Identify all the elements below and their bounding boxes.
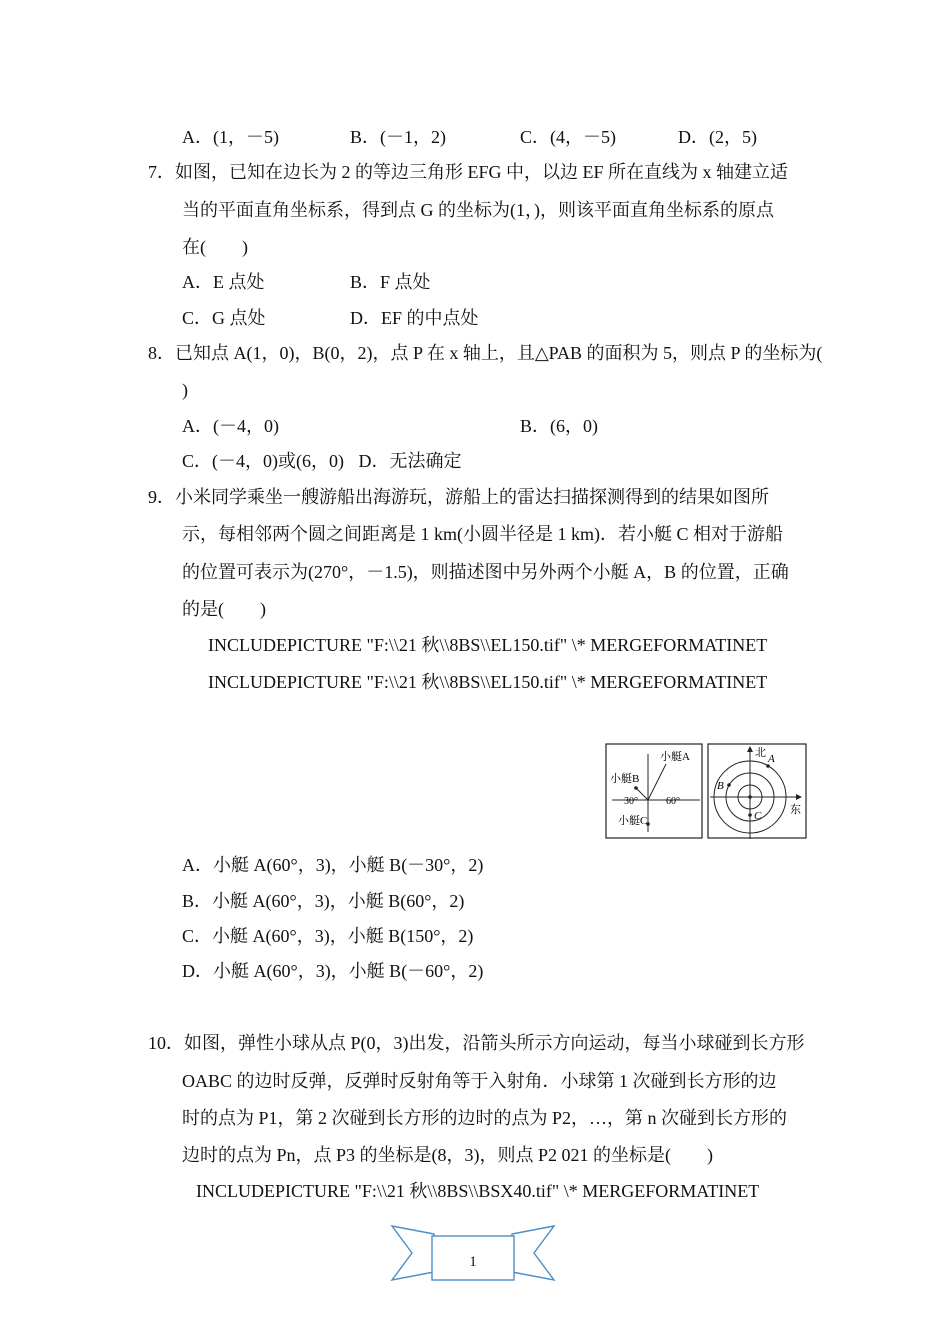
q7-option-d: D．EF 的中点处 [350, 308, 479, 328]
q9-left-label-60: 60° [666, 796, 680, 807]
q8-stem-line2: ) [182, 380, 188, 400]
q9-stem-line4: 的是( ) [182, 599, 266, 619]
q9-left-label-c: 小艇C [618, 815, 648, 827]
q6-option-b: B．(－1，2) [350, 127, 446, 147]
q9-stem-line3: 的位置可表示为(270°，－1.5)，则描述图中另外两个小艇 A，B 的位置，正确 [182, 562, 789, 582]
q9-left-label-30: 30° [624, 796, 638, 807]
q9-include-field-1: INCLUDEPICTURE "F:\\21 秋\\8BS\\EL150.tif" \* MERGEFORMATINET [208, 635, 768, 655]
q9-right-label-a: A [768, 753, 775, 765]
q9-radar-center [748, 795, 752, 799]
q9-radar-point-b [727, 783, 731, 787]
q7-option-b: B．F 点处 [350, 272, 431, 292]
q8-option-cd [182, 449, 461, 473]
q9-radar-figure [604, 742, 808, 840]
q7-stem-line2: 当的平面直角坐标系，得到点 G 的坐标为(1，)，则该平面直角坐标系的原点 [182, 200, 774, 220]
q8-option-a: A．(－4，0) [182, 416, 279, 436]
q7-option-c: C．G 点处 [182, 308, 266, 328]
q9-left-ray-a [648, 764, 666, 800]
q6-option-a: A．(1，－5) [182, 127, 279, 147]
q9-stem-line2: 示，每相邻两个圆之间距离是 1 km(小圆半径是 1 km)．若小艇 C 相对于游船 [182, 524, 783, 544]
q6-option-d: D．(2，5) [678, 127, 757, 147]
q9-left-label-b: 小艇B [610, 773, 640, 785]
q9-right-label-east: 东 [790, 804, 801, 816]
q9-option-d: D．小艇 A(60°，3)，小艇 B(－60°，2) [182, 961, 484, 981]
q9-left-point-b [634, 786, 638, 790]
q9-include-field-2: INCLUDEPICTURE "F:\\21 秋\\8BS\\EL150.tif" \* MERGEFORMATINET [208, 672, 768, 692]
q7-stem-line3: 在( ) [182, 237, 248, 257]
q9-east-arrow-icon [796, 794, 802, 800]
ribbon-right-tail [512, 1226, 554, 1280]
q9-radar-point-c [748, 813, 752, 817]
q9-north-arrow-icon [747, 746, 753, 752]
q10-stem-line1: 10．如图，弹性小球从点 P(0，3)出发，沿箭头所示方向运动，每当小球碰到长方形 [148, 1033, 805, 1053]
q7-stem-line1: 7．如图，已知在边长为 2 的等边三角形 EFG 中，以边 EF 所在直线为 x 轴建立适 [148, 162, 789, 182]
q10-stem-line2: OABC 的边时反弹，反弹时反射角等于入射角．小球第 1 次碰到长方形的边 [182, 1071, 777, 1091]
q6-option-c: C．(4，－5) [520, 127, 616, 147]
q8-option-c: C．(－4，0)或(6，0) [182, 451, 344, 471]
q10-stem-line4: 边时的点为 Pn，点 P3 的坐标是(8，3)，则点 P2 021 的坐标是( ) [182, 1145, 714, 1165]
q9-stem-line1: 9．小米同学乘坐一艘游船出海游玩，游船上的雷达扫描探测得到的结果如图所 [148, 487, 769, 507]
q9-left-label-a: 小艇A [660, 751, 690, 763]
q8-option-b: B．(6，0) [520, 416, 598, 436]
q7-option-a: A．E 点处 [182, 272, 265, 292]
ribbon-left-tail [392, 1226, 434, 1280]
q9-option-a: A．小艇 A(60°，3)，小艇 B(－30°，2) [182, 855, 484, 875]
q9-option-b: B．小艇 A(60°，3)，小艇 B(60°，2) [182, 891, 465, 911]
q10-stem-line3: 时的点为 P1，第 2 次碰到长方形的边时的点为 P2，…，第 n 次碰到长方形的 [182, 1108, 788, 1128]
q9-right-label-north: 北 [755, 747, 766, 759]
q9-right-label-c: C [754, 810, 762, 822]
q6-options [0, 125, 950, 149]
q8-stem-line1: 8．已知点 A(1，0)，B(0，2)，点 P 在 x 轴上，且△PAB 的面积为 5，则点 P 的坐标为( [148, 343, 823, 363]
q9-right-label-b: B [717, 780, 724, 792]
page-number: 1 [469, 1254, 477, 1270]
q10-include-field: INCLUDEPICTURE "F:\\21 秋\\8BS\\BSX40.tif" \* MERGEFORMATINET [196, 1181, 760, 1201]
q9-option-c: C．小艇 A(60°，3)，小艇 B(150°，2) [182, 926, 474, 946]
q8-option-d: D．无法确定 [358, 451, 462, 471]
